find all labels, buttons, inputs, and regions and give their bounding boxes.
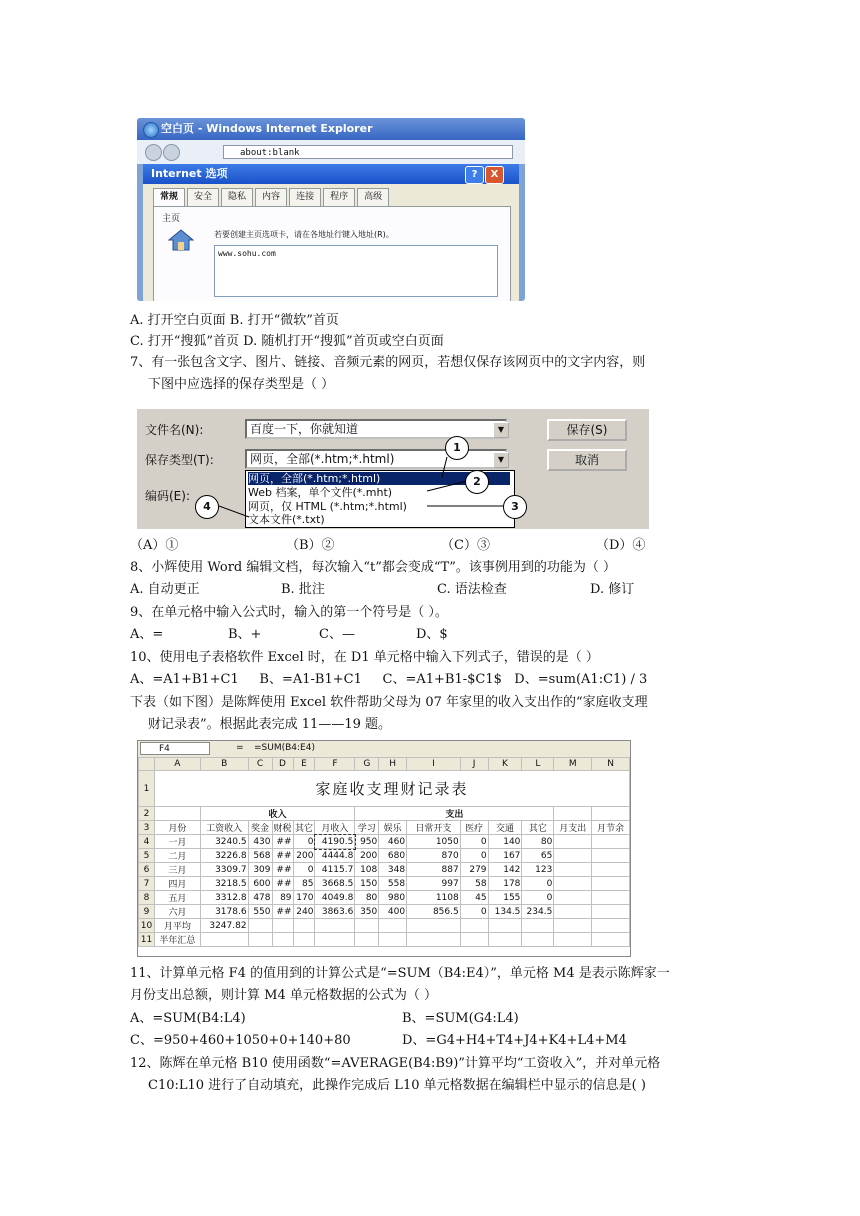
- header-cell[interactable]: 医疗: [460, 821, 488, 835]
- spreadsheet-grid: [138, 757, 630, 947]
- q7-option-d: （D）④: [596, 538, 646, 553]
- table-cell[interactable]: 4444.8: [315, 849, 355, 863]
- q9-option-c: C、—: [319, 627, 355, 642]
- table-cell[interactable]: 3309.7: [200, 863, 248, 877]
- table-row: [139, 877, 630, 891]
- help-button[interactable]: ?: [465, 166, 484, 184]
- col-header-l[interactable]: L: [522, 758, 554, 771]
- header-cell[interactable]: 交通: [488, 821, 522, 835]
- header-cell[interactable]: 学习: [355, 821, 379, 835]
- callout-1: 1: [445, 436, 469, 460]
- filename-label: 文件名(N):: [145, 423, 204, 437]
- formula-equals-sign: =: [236, 743, 244, 753]
- q7-option-c: （C）③: [441, 538, 490, 553]
- q8-stem: 8、小辉使用 Word 编辑文档，每次输入“t”都会变成“T”。该事例用到的功能为（ ）: [130, 560, 616, 575]
- q7-option-b: （B）②: [286, 538, 335, 553]
- cell[interactable]: [154, 807, 200, 821]
- encoding-label: 编码(E):: [145, 489, 190, 503]
- q12-stem-line2: C10:L10 进行了自动填充，此操作完成后 L10 单元格数据在编辑栏中显示的信息是( ): [148, 1078, 646, 1093]
- q11-stem-line1: 11、计算单元格 F4 的值用到的计算公式是“=SUM（B4:E4）”，单元格 M4 是表示陈辉家一: [130, 966, 670, 981]
- q7-stem-line1: 7、有一张包含文字、图片、链接、音频元素的网页，若想仅保存该网页中的文字内容，则: [130, 355, 646, 370]
- internet-options-dialog: [143, 164, 519, 301]
- q9-option-b: B、+: [228, 627, 262, 642]
- table-cell[interactable]: [554, 891, 592, 905]
- table-cell[interactable]: 45: [460, 891, 488, 905]
- cell[interactable]: [522, 919, 554, 933]
- table-cell[interactable]: 240: [293, 905, 315, 919]
- row-header[interactable]: 9: [139, 905, 155, 919]
- table-cell[interactable]: 870: [407, 849, 461, 863]
- cancel-button[interactable]: 取消: [547, 449, 627, 471]
- table-cell[interactable]: 150: [355, 877, 379, 891]
- cell[interactable]: [379, 919, 407, 933]
- table-cell[interactable]: [592, 863, 630, 877]
- table-cell[interactable]: 3226.8: [200, 849, 248, 863]
- cell[interactable]: [407, 919, 461, 933]
- ie-url-field[interactable]: about:blank: [223, 145, 513, 159]
- table-cell[interactable]: 58: [460, 877, 488, 891]
- q10-stem: 10、使用电子表格软件 Excel 时，在 D1 单元格中输入下列式子，错误的是（ ）: [130, 650, 599, 665]
- type-option-4[interactable]: 文本文件(*.txt): [248, 513, 325, 526]
- table-cell[interactable]: 134.5: [488, 905, 522, 919]
- table-cell[interactable]: 65: [522, 849, 554, 863]
- row-11: [139, 933, 630, 947]
- table-cell[interactable]: 三月: [154, 863, 200, 877]
- cell[interactable]: [592, 807, 630, 821]
- type-option-2[interactable]: Web 档案，单个文件(*.mht): [248, 486, 393, 499]
- type-dropdown-icon[interactable]: ▼: [493, 452, 509, 468]
- q9-option-a: A、=: [130, 627, 164, 642]
- column-header-row: [139, 758, 630, 771]
- table-cell[interactable]: 3240.5: [200, 835, 248, 849]
- cell[interactable]: [488, 919, 522, 933]
- table-cell[interactable]: 3312.8: [200, 891, 248, 905]
- q11-option-b: B、=SUM(G4:L4): [402, 1011, 519, 1026]
- table-cell[interactable]: 997: [407, 877, 461, 891]
- table-cell[interactable]: 1108: [407, 891, 461, 905]
- close-button[interactable]: X: [485, 166, 504, 184]
- table-row: [139, 835, 630, 849]
- q9-stem: 9、在单元格中输入公式时，输入的第一个符号是（ ）。: [130, 605, 448, 620]
- income-header[interactable]: 收入: [200, 807, 355, 821]
- type-option-3[interactable]: 网页，仅 HTML (*.htm;*.html): [248, 500, 407, 513]
- table-cell[interactable]: 460: [379, 835, 407, 849]
- col-header-i[interactable]: I: [407, 758, 461, 771]
- intro-line2: 财记录表”。根据此表完成 11——19 题。: [148, 717, 391, 732]
- table-cell[interactable]: 二月: [154, 849, 200, 863]
- header-cell[interactable]: 其它: [522, 821, 554, 835]
- table-cell[interactable]: [554, 863, 592, 877]
- type-option-1[interactable]: 网页，全部(*.htm;*.html): [248, 472, 510, 485]
- cell[interactable]: [272, 919, 293, 933]
- header-cell[interactable]: 月份: [154, 821, 200, 835]
- table-cell[interactable]: 550: [248, 905, 272, 919]
- filename-dropdown-icon[interactable]: ▼: [493, 422, 509, 438]
- table-cell[interactable]: 一月: [154, 835, 200, 849]
- table-cell[interactable]: 568: [248, 849, 272, 863]
- table-cell[interactable]: 430: [248, 835, 272, 849]
- q11-option-a: A、=SUM(B4:L4): [130, 1011, 246, 1026]
- table-cell[interactable]: 600: [248, 877, 272, 891]
- tab-privacy[interactable]: 隐私: [221, 188, 253, 206]
- table-cell[interactable]: [592, 849, 630, 863]
- row-header[interactable]: 5: [139, 849, 155, 863]
- col-header-f[interactable]: F: [315, 758, 355, 771]
- row-header[interactable]: 6: [139, 863, 155, 877]
- cell[interactable]: [592, 919, 630, 933]
- cell[interactable]: [272, 933, 293, 947]
- back-arrow-icon[interactable]: [145, 144, 162, 161]
- half-year-total-label[interactable]: 半年汇总: [154, 933, 200, 947]
- table-cell[interactable]: 4049.8: [315, 891, 355, 905]
- table-cell[interactable]: 85: [293, 877, 315, 891]
- callout-3: 3: [503, 495, 527, 519]
- table-cell[interactable]: ##: [272, 863, 293, 877]
- q9-option-d: D、$: [416, 627, 448, 642]
- header-cell[interactable]: 月收入: [315, 821, 355, 835]
- col-header-m[interactable]: M: [554, 758, 592, 771]
- table-cell[interactable]: ##: [272, 905, 293, 919]
- table-cell[interactable]: 0: [522, 891, 554, 905]
- cell[interactable]: [488, 933, 522, 947]
- q8-option-b: B. 批注: [281, 582, 325, 597]
- table-cell[interactable]: 四月: [154, 877, 200, 891]
- general-panel: [153, 206, 511, 301]
- table-cell[interactable]: 478: [248, 891, 272, 905]
- table-cell[interactable]: [554, 877, 592, 891]
- table-cell[interactable]: 142: [488, 863, 522, 877]
- table-row: [139, 905, 630, 919]
- col-header-h[interactable]: H: [379, 758, 407, 771]
- q8-option-d: D. 修订: [590, 582, 635, 597]
- intro-line1: 下表（如下图）是陈辉使用 Excel 软件帮助父母为 07 年家里的收入支出作的“家庭收支理: [130, 695, 648, 710]
- row-3: [139, 821, 630, 835]
- q8-option-c: C. 语法检查: [437, 582, 507, 597]
- formula-bar: [138, 741, 630, 758]
- table-cell[interactable]: 348: [379, 863, 407, 877]
- table-cell[interactable]: 0: [293, 863, 315, 877]
- table-cell[interactable]: 3863.6: [315, 905, 355, 919]
- q11-option-d: D、=G4+H4+T4+J4+K4+L4+M4: [402, 1033, 627, 1048]
- table-cell[interactable]: 89: [272, 891, 293, 905]
- q8-option-a: A. 自动更正: [130, 582, 200, 597]
- row-10: [139, 919, 630, 933]
- table-cell[interactable]: 200: [293, 849, 315, 863]
- q7-stem-line2: 下图中应选择的保存类型是（ ）: [148, 377, 335, 392]
- table-cell[interactable]: 80: [355, 891, 379, 905]
- options-tabs: [153, 188, 391, 206]
- cell[interactable]: [293, 933, 315, 947]
- table-cell[interactable]: 3218.5: [200, 877, 248, 891]
- corner-cell[interactable]: [139, 758, 155, 771]
- table-cell[interactable]: 167: [488, 849, 522, 863]
- table-cell[interactable]: 80: [522, 835, 554, 849]
- table-cell[interactable]: 0: [460, 835, 488, 849]
- table-row: [139, 891, 630, 905]
- name-box[interactable]: F4: [140, 742, 210, 755]
- average-value[interactable]: 3247.82: [200, 919, 248, 933]
- ie-logo-icon: [143, 122, 159, 138]
- col-header-a[interactable]: A: [154, 758, 200, 771]
- table-cell[interactable]: 400: [379, 905, 407, 919]
- col-header-c[interactable]: C: [248, 758, 272, 771]
- type-label: 保存类型(T):: [145, 453, 214, 467]
- ie-options-screenshot: [137, 118, 525, 301]
- table-row: [139, 863, 630, 877]
- header-cell[interactable]: 月支出: [554, 821, 592, 835]
- save-as-screenshot: [137, 409, 649, 529]
- homepage-textarea[interactable]: www.sohu.com: [214, 245, 498, 297]
- row-header-2[interactable]: 2: [139, 807, 155, 821]
- header-cell[interactable]: 奖金: [248, 821, 272, 835]
- table-cell[interactable]: [592, 891, 630, 905]
- header-cell[interactable]: 日常开支: [407, 821, 461, 835]
- type-select[interactable]: 网页，全部(*.htm;*.html): [245, 449, 507, 469]
- header-cell[interactable]: 月节余: [592, 821, 630, 835]
- table-cell[interactable]: 140: [488, 835, 522, 849]
- cell[interactable]: [355, 933, 379, 947]
- cell[interactable]: [407, 933, 461, 947]
- cell[interactable]: [355, 919, 379, 933]
- col-header-g[interactable]: G: [355, 758, 379, 771]
- q6-options-line1: A. 打开空白页面 B. 打开“微软”首页: [130, 313, 339, 328]
- row-2: [139, 807, 630, 821]
- table-cell[interactable]: 558: [379, 877, 407, 891]
- header-cell[interactable]: 娱乐: [379, 821, 407, 835]
- row-header-3[interactable]: 3: [139, 821, 155, 835]
- tab-programs[interactable]: 程序: [323, 188, 355, 206]
- table-cell[interactable]: 五月: [154, 891, 200, 905]
- header-cell[interactable]: 工资收入: [200, 821, 248, 835]
- ie-title-bar: 空白页 - Windows Internet Explorer: [137, 118, 525, 140]
- table-cell[interactable]: 350: [355, 905, 379, 919]
- callout-2: 2: [465, 470, 489, 494]
- house-icon: [168, 229, 194, 251]
- table-cell[interactable]: 950: [355, 835, 379, 849]
- q10-options: A、=A1+B1+C1 B、=A1-B1+C1 C、=A1+B1-$C1$ D、=sum(A1:C1) / 3: [130, 672, 648, 687]
- table-cell[interactable]: 980: [379, 891, 407, 905]
- average-label[interactable]: 月平均: [154, 919, 200, 933]
- row-header[interactable]: 4: [139, 835, 155, 849]
- q11-option-c: C、=950+460+1050+0+140+80: [130, 1033, 351, 1048]
- save-button[interactable]: 保存(S): [547, 419, 627, 441]
- table-cell[interactable]: 3178.6: [200, 905, 248, 919]
- table-cell[interactable]: 六月: [154, 905, 200, 919]
- table-cell[interactable]: [554, 835, 592, 849]
- row-header[interactable]: 8: [139, 891, 155, 905]
- data-rows: [139, 835, 630, 919]
- tab-general[interactable]: 常规: [153, 188, 185, 206]
- q6-options-line2: C. 打开“搜狐”首页 D. 随机打开“搜狐”首页或空白页面: [130, 334, 444, 349]
- table-cell[interactable]: ##: [272, 835, 293, 849]
- table-cell[interactable]: 856.5: [407, 905, 461, 919]
- homepage-hint: 若要创建主页选项卡，请在各地址行键入地址(R)。: [214, 230, 394, 239]
- col-header-j[interactable]: J: [460, 758, 488, 771]
- callout-4: 4: [195, 495, 219, 519]
- q12-stem-line1: 12、陈辉在单元格 B10 使用函数“=AVERAGE(B4:B9)”计算平均“工资收入”，并对单元格: [130, 1056, 661, 1071]
- cell[interactable]: [248, 933, 272, 947]
- table-cell[interactable]: [592, 835, 630, 849]
- homepage-group-label: 主页: [162, 214, 181, 224]
- table-cell[interactable]: [592, 877, 630, 891]
- filename-field[interactable]: 百度一下，你就知道: [245, 419, 507, 439]
- excel-screenshot: [137, 740, 631, 957]
- col-header-e[interactable]: E: [293, 758, 315, 771]
- col-header-b[interactable]: B: [200, 758, 248, 771]
- tab-security[interactable]: 安全: [187, 188, 219, 206]
- cell[interactable]: [315, 919, 355, 933]
- dialog-title: Internet 选项: [143, 164, 519, 184]
- col-header-d[interactable]: D: [272, 758, 293, 771]
- table-cell[interactable]: 4190.5: [315, 835, 355, 849]
- sheet-title[interactable]: 家庭收支理财记录表: [154, 771, 629, 807]
- q7-option-a: （A）①: [130, 538, 179, 553]
- table-cell[interactable]: [554, 849, 592, 863]
- formula-text[interactable]: =SUM(B4:E4): [254, 743, 315, 753]
- cell[interactable]: [460, 919, 488, 933]
- table-cell[interactable]: ##: [272, 877, 293, 891]
- row-1: [139, 771, 630, 807]
- forward-arrow-icon[interactable]: [163, 144, 180, 161]
- col-header-n[interactable]: N: [592, 758, 630, 771]
- table-cell[interactable]: [592, 905, 630, 919]
- table-cell[interactable]: 155: [488, 891, 522, 905]
- cell[interactable]: [522, 933, 554, 947]
- table-cell[interactable]: 0: [460, 849, 488, 863]
- row-header-11[interactable]: 11: [139, 933, 155, 947]
- tab-advanced[interactable]: 高级: [357, 188, 389, 206]
- expense-header[interactable]: 支出: [355, 807, 554, 821]
- table-cell[interactable]: 178: [488, 877, 522, 891]
- table-cell[interactable]: 108: [355, 863, 379, 877]
- cell[interactable]: [293, 919, 315, 933]
- cell[interactable]: [554, 933, 592, 947]
- cell[interactable]: [315, 933, 355, 947]
- cell[interactable]: [248, 919, 272, 933]
- table-cell[interactable]: 887: [407, 863, 461, 877]
- table-cell[interactable]: 170: [293, 891, 315, 905]
- table-row: [139, 849, 630, 863]
- tab-connections[interactable]: 连接: [289, 188, 321, 206]
- q11-stem-line2: 月份支出总额，则计算 M4 单元格数据的公式为（ ）: [130, 988, 437, 1003]
- table-cell[interactable]: ##: [272, 849, 293, 863]
- table-cell[interactable]: 680: [379, 849, 407, 863]
- table-cell[interactable]: 4115.7: [315, 863, 355, 877]
- table-cell[interactable]: 0: [460, 905, 488, 919]
- tab-content[interactable]: 内容: [255, 188, 287, 206]
- table-cell[interactable]: 200: [355, 849, 379, 863]
- row-header-10[interactable]: 10: [139, 919, 155, 933]
- cell[interactable]: [592, 933, 630, 947]
- header-cell[interactable]: 财税: [272, 821, 293, 835]
- cell[interactable]: [554, 919, 592, 933]
- table-cell[interactable]: 1050: [407, 835, 461, 849]
- col-header-k[interactable]: K: [488, 758, 522, 771]
- row-header[interactable]: 7: [139, 877, 155, 891]
- table-cell[interactable]: [554, 905, 592, 919]
- table-cell[interactable]: 3668.5: [315, 877, 355, 891]
- table-cell[interactable]: 123: [522, 863, 554, 877]
- table-cell[interactable]: 309: [248, 863, 272, 877]
- table-cell[interactable]: 0: [522, 877, 554, 891]
- cell[interactable]: [200, 933, 248, 947]
- table-cell[interactable]: 234.5: [522, 905, 554, 919]
- table-cell[interactable]: 279: [460, 863, 488, 877]
- row-header-1[interactable]: 1: [139, 771, 155, 807]
- cell[interactable]: [460, 933, 488, 947]
- cell[interactable]: [379, 933, 407, 947]
- table-cell[interactable]: 0: [293, 835, 315, 849]
- header-cell[interactable]: 其它: [293, 821, 315, 835]
- cell[interactable]: [554, 807, 592, 821]
